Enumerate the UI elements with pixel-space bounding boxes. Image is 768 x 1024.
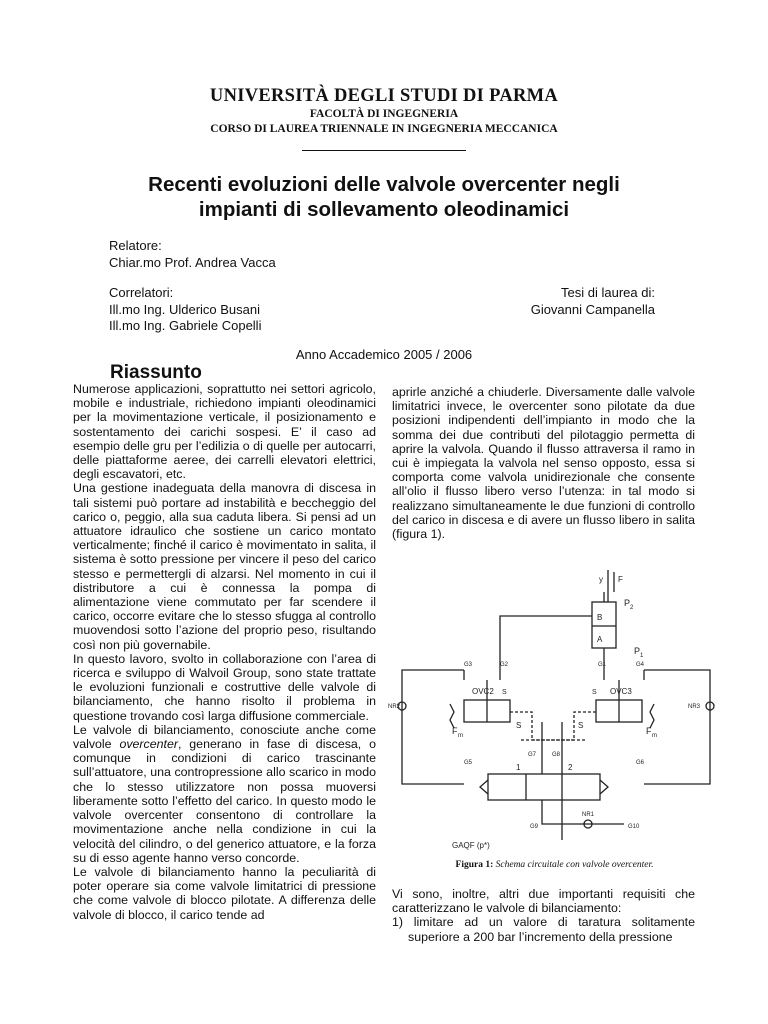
label-fm: F [452, 726, 458, 736]
label-s: S [502, 689, 507, 696]
caption-text: Schema circuitale con valvole overcenter. [493, 860, 654, 870]
university-name: UNIVERSITÀ DEGLI STUDI DI PARMA [209, 86, 559, 106]
paragraph: Numerose applicazioni, soprattutto nei settori agricolo, mobile e industriale, richiedono impianti oleodinamici per la movimentazione verticale, il posizionamento e sostentamento dei carichi sospesi. E’ il caso ad esempio delle gru per l’edilizia o di quelle per autocarri, delle piattaforme aeree, dei carrelli elevatori elettrici, degli escavatori, etc. [73, 382, 376, 482]
label-ovc2: OVC2 [472, 687, 494, 696]
paragraph: Le valvole di bilanciamento hanno la peculiarità di poter operare sia come valvole limitatrici di pressione che come valvole di blocco pilotate. A differenza delle valvole di blocco, il carico tende ad [73, 864, 376, 922]
label-nr1: NR1 [582, 812, 595, 818]
label-g5: G5 [464, 760, 473, 766]
paragraph: Vi sono, inoltre, altri due importanti requisiti che caratterizzano le valvole di bilanciamento: [392, 887, 695, 916]
hydraulic-circuit-figure [388, 562, 717, 858]
paragraph: In questo lavoro, svolto in collaborazione con l’area di ricerca e sviluppo di Walvoil Group, sono state trattate le evoluzioni funzionali e costruttive delle valvole di bilanciamento, che hanno risolto il problema in questione trovando così larga diffusione commerciale. [73, 651, 376, 723]
label-y: y [599, 575, 603, 584]
label-gaqf: GAQF (p*) [452, 841, 490, 850]
academic-year: Anno Accademico 2005 / 2006 [295, 347, 473, 362]
label-f: F [618, 575, 623, 584]
tesi-label: Tesi di laurea di: [561, 285, 655, 300]
label-g2: G2 [500, 662, 509, 668]
label-ovc3: OVC3 [610, 687, 632, 696]
thesis-title [0, 172, 768, 222]
label-s: S [516, 721, 522, 730]
paragraph: Una gestione inadeguata della manovra di discesa in tali sistemi può portare ad instabilità e beccheggio del carico o, peggio, alla sua caduta libera. Si pensi ad un attuatore idraulico che sostiene un carico montato verticalmente; finché il carico è movimentato in salita, il sistema è sotto pressione per vincere il peso del carico stesso e permettergli di alzarsi. Nel momento in cui il distributore a cui è connessa la pompa di alimentazione viene commutato per far scendere il carico, occorre evitare che lo stesso sfugga al controllo muovendosi sotto l’azione del proprio peso, risultando così non più governabile. [73, 481, 376, 652]
label-g1: G1 [598, 662, 607, 668]
paragraph-text: Le valvole di bilanciamento, conosciute anche come valvole [73, 722, 376, 752]
label-g9: G9 [530, 824, 539, 830]
course-name: CORSO DI LAUREA TRIENNALE IN INGEGNERIA MECCANICA [210, 123, 558, 135]
label-g8: G8 [552, 752, 561, 758]
line-to-ovc2 [500, 616, 592, 670]
label-g3: G3 [464, 662, 473, 668]
label-p1: P [634, 646, 641, 656]
paragraph: aprirle anziché a chiuderle. Diversamente dalle valvole limitatrici invece, le overcenter sono pilotate da due posizioni indipendenti dell’impianto in modo che la somma dei due contributi del pilotaggio permetta di aprire la valvola. Quando il flusso attraversa il ramo in cui è impiegata la valvola nel senso opposto, essa si comporta come valvola unidirezionale che consente all’olio il flusso libero verso l’utenza: in tal modo si realizzano simultaneamente le due funzioni di controllo del carico in discesa e di avere un flusso libero in salita (figura 1). [392, 385, 695, 542]
label-g6: G6 [636, 760, 645, 766]
header-divider [302, 150, 466, 151]
relatore-name: Chiar.mo Prof. Andrea Vacca [109, 254, 276, 270]
author-block [531, 285, 655, 318]
relatore-block [109, 238, 276, 271]
label-nr3: NR3 [688, 704, 701, 710]
pilot-line [510, 712, 587, 740]
valve-actuator [600, 780, 608, 794]
requirements-list [392, 915, 695, 943]
label-p1-sub: 1 [640, 653, 644, 659]
directional-valve [488, 774, 600, 800]
correlatori-block [109, 285, 261, 335]
label-s: S [592, 689, 597, 696]
faculty-name: FACOLTÀ DI INGEGNERIA [309, 108, 459, 120]
thesis-title-line-2: impianti di sollevamento oleodinamici [198, 198, 570, 221]
ovc3-spring [650, 704, 654, 728]
relatore-label: Relatore: [109, 238, 162, 253]
label-2: 2 [568, 763, 573, 772]
label-m-sub: m [458, 733, 463, 739]
figure-caption [392, 860, 717, 870]
emphasized-term: overcenter [119, 737, 178, 752]
author-name: Giovanni Campanella [530, 301, 655, 317]
correlatori-label: Correlatori: [109, 285, 174, 300]
cylinder-body [592, 602, 616, 648]
label-g10: G10 [628, 824, 640, 830]
abstract-heading: Riassunto [110, 362, 202, 383]
ovc2-spring [450, 704, 454, 728]
correlatore-name: Ill.mo Ing. Ulderico Busani [109, 301, 261, 317]
label-p2-sub: 2 [630, 605, 634, 611]
paragraph [73, 723, 376, 865]
label-s: S [578, 721, 584, 730]
label-m-sub: m [652, 733, 657, 739]
abstract-left-column [73, 382, 376, 922]
loop-right [644, 670, 710, 784]
paragraph-text: , generano in fase di discesa, o comunque in condizioni di carico trascinante sull’attuatore, una contropressione allo scarico in modo che lo stesso utilizzatore non possa muoversi liberamente sotto l’effetto del carico. In questo modo le valvole overcenter consentono di controllare la movimentazione anche nella condizione in cui la velocità del cilindro, o del generico attuatore, e la forza su di esso agente hanno verso concorde. [73, 737, 377, 865]
abstract-right-column [392, 385, 695, 541]
label-g4: G4 [636, 662, 645, 668]
label-a: A [597, 635, 603, 644]
correlatore-name: Ill.mo Ing. Gabriele Copelli [109, 318, 262, 333]
label-b: B [597, 613, 603, 622]
thesis-title-line-1: Recenti evoluzioni delle valvole overcenter negli [148, 173, 620, 196]
list-item: 1) limitare ad un valore di taratura solitamente superiore a 200 bar l’incremento della pressione [392, 915, 695, 944]
label-g7: G7 [528, 752, 537, 758]
label-p2: P [624, 598, 631, 608]
label-nr2: NR2 [388, 704, 401, 710]
label-1: 1 [516, 763, 521, 772]
valve-actuator [480, 780, 488, 794]
abstract-right-column-continued [392, 887, 695, 944]
caption-label: Figura 1: [455, 860, 494, 870]
label-fm: F [646, 726, 652, 736]
